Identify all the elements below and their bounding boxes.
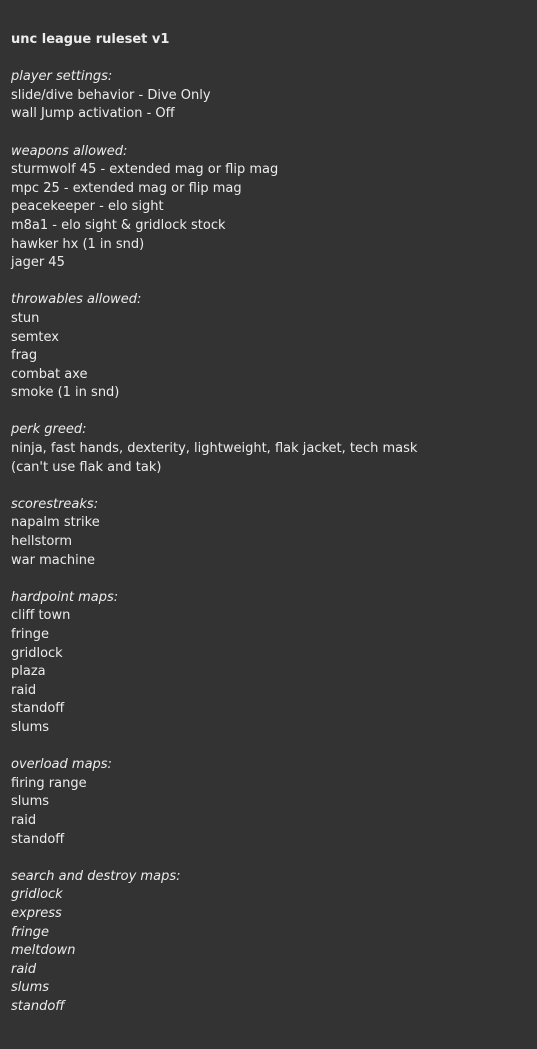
- section-item: slide/dive behavior - Dive Only: [11, 87, 211, 103]
- section-item: raid: [11, 812, 37, 828]
- section-item: firing range: [11, 775, 87, 791]
- section-item: stun: [11, 310, 40, 326]
- section-item: plaza: [11, 664, 46, 680]
- ruleset-document: [11, 31, 531, 1016]
- section-item: hawker hx (1 in snd): [11, 236, 145, 252]
- section-item: standoff: [11, 998, 65, 1014]
- section-item: smoke (1 in snd): [11, 385, 120, 401]
- section-heading: search and destroy maps:: [11, 868, 181, 884]
- section-item: jager 45: [11, 255, 65, 271]
- blank-line: [11, 273, 531, 292]
- section-item: napalm strike: [11, 515, 100, 531]
- section-item: sturmwolf 45 - extended mag or flip mag: [11, 162, 279, 178]
- section-item: slums: [11, 719, 50, 735]
- blank-line: [11, 403, 531, 422]
- section-item: combat axe: [11, 366, 88, 382]
- section-heading: weapons allowed:: [11, 143, 128, 159]
- section-item: standoff: [11, 831, 65, 847]
- section-item: frag: [11, 348, 38, 364]
- blank-line: [11, 477, 531, 496]
- section-item: wall Jump activation - Off: [11, 106, 175, 122]
- section-item: peacekeeper - elo sight: [11, 199, 164, 215]
- blank-line: [11, 849, 531, 868]
- section-item: mpc 25 - extended mag or flip mag: [11, 180, 242, 196]
- blank-line: [11, 50, 531, 69]
- blank-line: [11, 570, 531, 589]
- section-item: cliff town: [11, 608, 71, 624]
- section-heading: throwables allowed:: [11, 292, 142, 308]
- section-item: hellstorm: [11, 534, 73, 550]
- document-title: unc league ruleset v1: [11, 32, 170, 47]
- section-item: slums: [11, 794, 50, 810]
- section-item: (can't use flak and tak): [11, 459, 162, 475]
- section-item: raid: [11, 682, 37, 698]
- blank-line: [11, 124, 531, 143]
- section-item: express: [11, 905, 62, 921]
- section-item: war machine: [11, 552, 95, 568]
- section-item: standoff: [11, 701, 65, 717]
- blank-line: [11, 738, 531, 757]
- section-heading: overload maps:: [11, 757, 112, 773]
- section-item: slums: [11, 980, 50, 996]
- section-item: ninja, fast hands, dexterity, lightweight, flak jacket, tech mask: [11, 441, 418, 457]
- section-heading: player settings:: [11, 69, 113, 85]
- section-item: fringe: [11, 924, 50, 940]
- section-item: gridlock: [11, 645, 63, 661]
- section-heading: scorestreaks:: [11, 496, 99, 512]
- section-item: fringe: [11, 627, 50, 642]
- section-item: meltdown: [11, 943, 76, 959]
- section-item: semtex: [11, 329, 59, 345]
- section-item: m8a1 - elo sight & gridlock stock: [11, 217, 226, 233]
- sections-container: [11, 50, 531, 1017]
- section-heading: perk greed:: [11, 422, 87, 438]
- section-heading: hardpoint maps:: [11, 589, 119, 605]
- section-item: raid: [11, 961, 37, 977]
- section-item: gridlock: [11, 887, 63, 903]
